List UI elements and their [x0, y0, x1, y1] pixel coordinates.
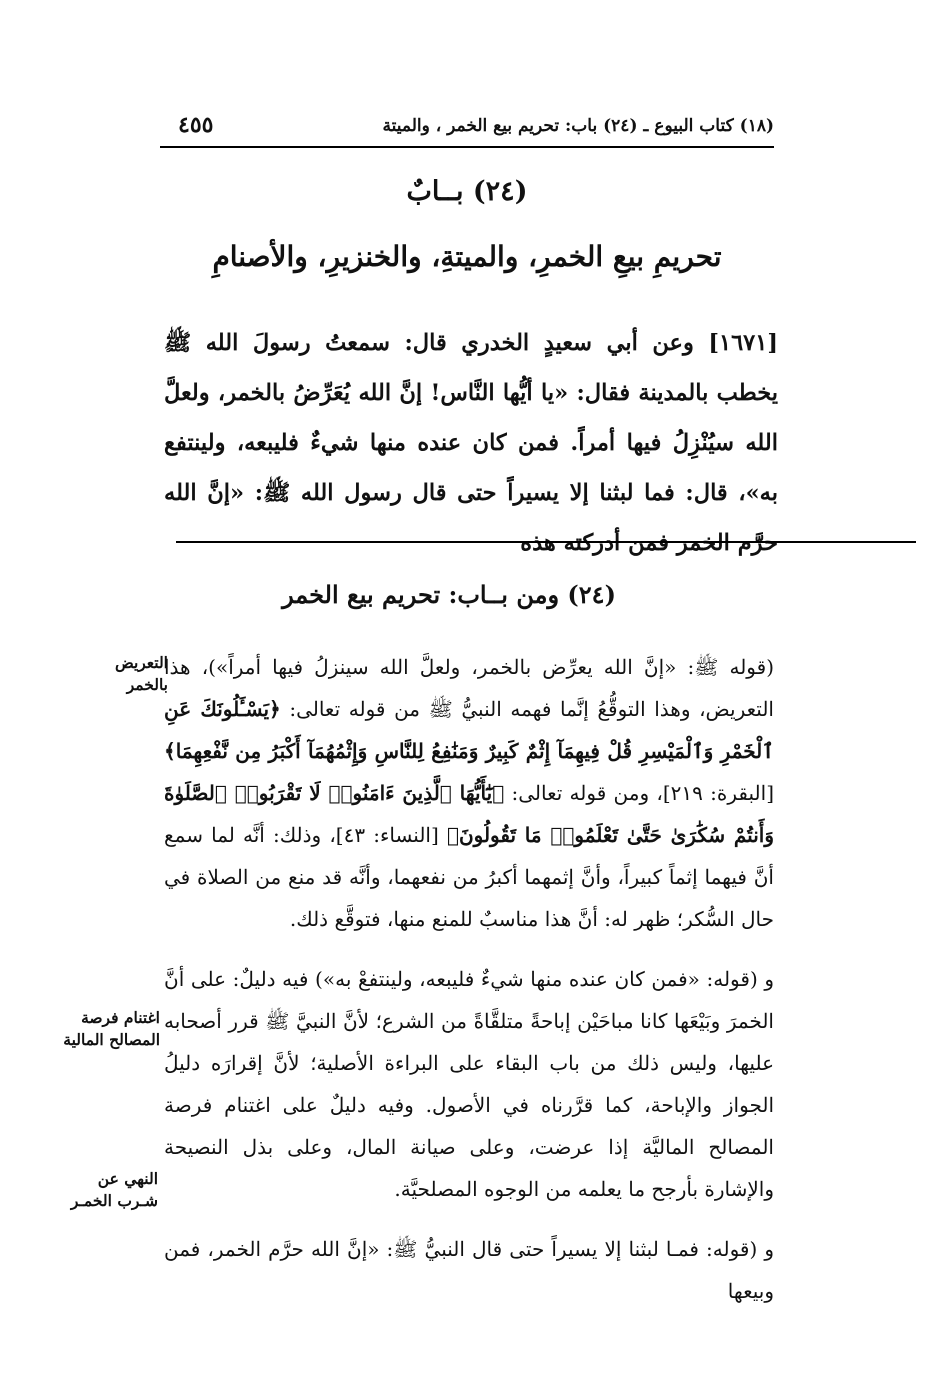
page-number: ٤٥٥: [178, 112, 214, 138]
commentary-p1-text-a: (قوله ﷺ: «إنَّ الله يعرِّض بالخمر، ولعلَّ الله سينزلُ فيها أمراً»)، هذا التعريض، وهذا التوقُّعُ إنَّما فهمه النبيُّ ﷺ من قوله تعالى:: [164, 655, 774, 721]
quran-verse-nisa: ﴿يَٰٓأَيُّهَا ٱلَّذِينَ ءَامَنُوا۟ لَا تَقْرَبُوا۟ ٱلصَّلَوٰةَ وَأَنتُمْ سُكَٰرَىٰ حَتَّىٰ تَعْلَمُوا۟ مَا تَقُولُونَ﴾: [164, 781, 774, 847]
commentary-heading: (٢٤) ومن بــاب: تحريم بيع الخمر: [282, 580, 616, 609]
margin-note-line: التعريض: [114, 653, 168, 672]
footnote-divider: [176, 541, 916, 543]
margin-note-tarid: [18, 652, 168, 696]
hadith-text: [١٦٧١] وعن أبي سعيدٍ الخدري قال: سمعتُ رسولَ الله ﷺ يخطب بالمدينة فقال: «يا أيُّها النَّاس! إنَّ الله يُعَرِّضُ بالخمر، ولعلَّ الله سيُنْزِلُ فيها أمراً. فمن كان عنده منها شيءٌ فليبعه، ولينتفع به»، قال: فما لبثنا إلا يسيراً حتى قال رسول الله ﷺ: «إنَّ الله حرَّم الخمر فمن أدركته هذه: [164, 330, 778, 556]
commentary-paragraph-1: [164, 646, 774, 940]
margin-note-line: اغتنام فرصة: [81, 1008, 160, 1027]
margin-note-line: النهي عن: [97, 1169, 158, 1188]
commentary-p1-text-c: [النساء: ٤٣]، وذلك: أنَّه لما سمع أنَّ فيهما إثماً كبيراً، وأنَّ إثمهما أكبرُ من نفعهما، وأنَّه قد منع من الصلاة في حال السُّكر؛ ظهر له: أنَّ هذا مناسبٌ للمنع منها، فتوقَّع ذلك.: [164, 823, 774, 931]
page-header: [160, 112, 774, 148]
quran-verse-baqarah: ﴿يَسْـَٔلُونَكَ عَنِ ٱلْخَمْرِ وَٱلْمَيْسِرِ قُلْ فِيهِمَآ إِثْمٌ كَبِيرٌ وَمَنَٰفِعُ لِلنَّاسِ وَإِثْمُهُمَآ أَكْبَرُ مِن نَّفْعِهِمَا﴾: [164, 697, 774, 763]
commentary-p1-text-b: [البقرة: ٢١٩]، ومن قوله تعالى:: [504, 781, 774, 805]
chapter-title: تحريمِ بيعِ الخمرِ، والميتةِ، والخنزيرِ، والأصنامِ: [212, 240, 722, 273]
commentary-paragraph-3: و (قوله: فمـا لبثنا إلا يسيراً حتى قال النبيُّ ﷺ: «إنَّ الله حرَّم الخمر، فمن وبيعها: [164, 1237, 774, 1303]
chapter-bab-label: (٢٤) بــابٌ: [406, 176, 528, 207]
margin-note-line: بالخمر: [126, 675, 168, 694]
margin-note-nahy: [8, 1168, 158, 1212]
margin-note-line: شـرب الخمـر: [70, 1191, 158, 1210]
margin-note-line: المصالح المالية: [63, 1030, 160, 1049]
commentary-paragraph-2: و (قوله: «فمن كان عنده منها شيءٌ فليبعه، ولينتفعْ به») فيه دليلٌ: على أنَّ الخمرَ وبَيْعَها كانا مباحَيْن إباحةً متلقَّاةً من الشرع؛ لأنَّ النبيَّ ﷺ قرر أصحابه عليها، وليس ذلك من باب البقاء على البراءة الأصلية؛ لأنَّ إقرارَه دليلُ الجواز والإباحة، كما قرَّرناه في الأصول. وفيه دليلٌ على اغتنام فرصة المصالح الماليَّة إذا عرضت، وعلى صيانة المال، وعلى بذل النصيحة والإشارة بأرجح ما يعلمه من الوجوه المصلحيَّة.: [164, 967, 775, 1201]
running-title: (١٨) كتاب البيوع ـ (٢٤) باب: تحريم بيع الخمر ، والميتة: [382, 116, 774, 136]
margin-note-ightinam: [10, 1007, 160, 1051]
